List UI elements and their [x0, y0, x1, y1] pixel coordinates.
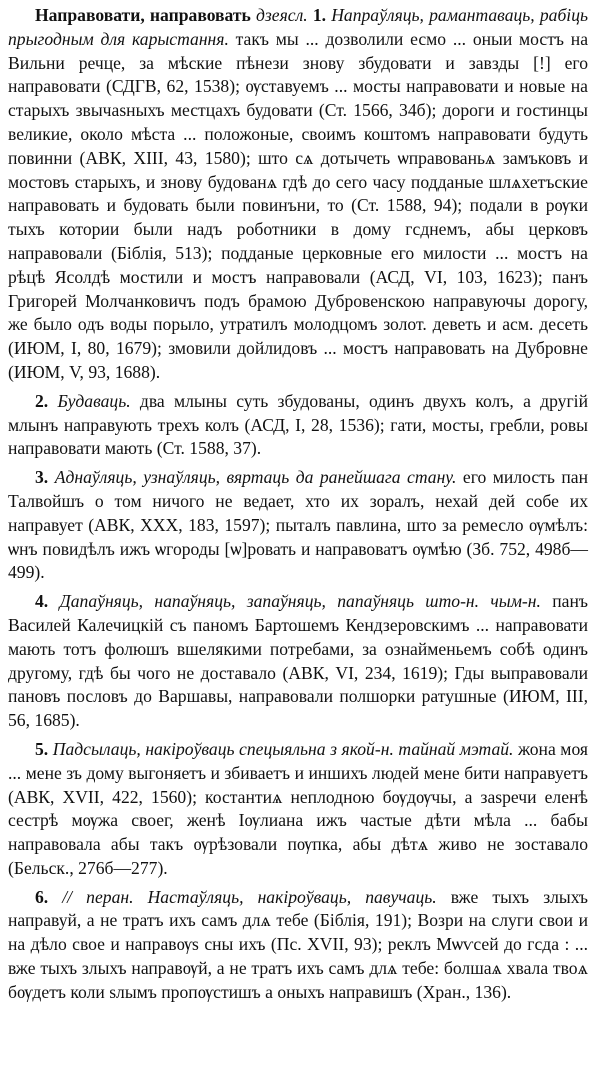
sense-citations: его милость пан Талвойшъ о том ничого не ведает, хто их зоралъ, нехай дей собе их направует (АВК, XXX, 183, 1597); пыталъ павлина, што за ремесло ѹмѣлъ: ѡнъ повидѣлъ ижъ ѡгороды [ѡ]ровать и направоватъ ѹмѣю (Зб. 752, 498б—499). — [8, 467, 588, 583]
entry-sense-5 — [8, 738, 588, 881]
sense-citations: такъ мы ... дозволили есмо ... оныи мостъ на Вильни речце, за мѣские пѣнези знову збудовати и завзды [!] его направовати (СДГВ, 62, 1538); ѹставуемъ ... мосты направовати и новые на старыхъ звычаѕныхъ местцахъ будовати (Ст. 1566, 34б); дороги и гостинцы великие, около мѣста ... положоные, своимъ коштомъ направовати будуть повинни (АВК, XIII, 43, 1580); што сѧ дотычеть ѡправованьѧ замъковъ и мостовъ старыхъ, и знову будованѧ гдѣ до сего часу подданые шлѧхетъские направовать и будовать были повинъни, то (Ст. 1588, 94); подали в рѹки тыхъ котории были надъ роботники в дому гсднемъ, абы церковъ направовали (Біблія, 513); подданые церковные его милости ... мостъ на рѣцѣ Ясолдѣ мостили и мостъ направовали (АСД, VI, 103, 1623); панъ Григорей Молчанковичъ подъ брамою Дубровенскою направуючы дорогу, же было одъ воды порыло, утратилъ молодцомъ золот. деветь и асм. десеть (ИЮМ, I, 80, 1679); змовили дойлидовъ ... мостъ направовать на Дубровне (ИЮМ, V, 93, 1688). — [8, 28, 588, 382]
sense-citations: панъ Василей Калечицкій съ паномъ Бартошемъ Кендзеровскимъ ... направовати мають тотъ фолюшъ вшелякими потребами, за ознайменьемъ собѣ одинъ другому, гдѣ бы чого не доставало (АВК, VI, 234, 1619); Гды выправовали пановъ пословъ до Варшавы, направовали полшорки ратушные (ИЮМ, III, 56, 1685). — [8, 591, 589, 731]
entry-sense-6 — [8, 886, 588, 1005]
sense-number: 2. — [35, 390, 49, 411]
entry-sense-4 — [8, 590, 588, 733]
sense-citations: два млыны суть збудованы, одинъ двухъ колъ, а другій млынъ направують трехъ колъ (АСД, I, 28, 1536); гати, мосты, гребли, ровы направовати мають (Ст. 1588, 37). — [8, 390, 588, 459]
sense-citations: жона моя ... мене зъ дому выгоняетъ и збиваетъ и иншихъ людей мене бити направуетъ (АВК, XVII, 422, 1560); костантиѧ неплодною бѹдѹчы, а заѕречи еленѣ сестрѣ мѹжа своег, женѣ Іѹлиана ижъ частые дѣти мѣла ... бабы направовала абы такъ ѹрѣзовали пѹпка, абы дѣтѧ живо не зоставало (Бельск., 276б—277). — [8, 738, 588, 878]
sense-number: 3. — [35, 467, 49, 488]
sense-gloss: // перан. Настаўляць, накіроўваць, павучаць. — [62, 886, 437, 907]
sense-number: 5. — [35, 738, 49, 759]
sense-gloss: Дапаўняць, напаўняць, запаўняць, папаўняць што-н. чым-н. — [59, 591, 541, 612]
entry-headword: Направовати, направовать — [35, 5, 251, 25]
grammar-label: дзеясл. — [256, 5, 308, 25]
sense-gloss: Аднаўляць, узнаўляць, вяртаць да ранейшага стану. — [54, 467, 457, 488]
sense-gloss: Будаваць. — [57, 390, 131, 411]
sense-number: 4. — [35, 591, 49, 612]
entry-sense-1 — [8, 4, 588, 385]
entry-sense-2 — [8, 390, 588, 461]
sense-gloss: Падсылаць, накіроўваць спецыяльна з якой-н. тайнай мэтай. — [52, 738, 514, 759]
entry-sense-3 — [8, 466, 588, 585]
sense-citations: вже тыхъ злыхъ направуй, а не тратъ ихъ самъ длѧ тебе (Біблія, 191); Возри на слуги свои и на дѣло свое и направѹѕ сны ихъ (Пс. XVII, 93); реклъ Мѡѵсей до гсда : ... вже тыхъ злыхъ направѹй, а не тратъ ихъ самъ длѧ тебе: болшаѧ хвала твоѧ бѹдетъ коли ѕлымъ пропѹстишъ а оныхъ направишъ (Хран., 136). — [8, 886, 588, 1002]
sense-number: 6. — [35, 886, 49, 907]
sense-gloss: Напраўляць, рамантаваць, рабіць прыгодным для карыстання. — [8, 5, 588, 49]
sense-number: 1. — [312, 5, 327, 25]
